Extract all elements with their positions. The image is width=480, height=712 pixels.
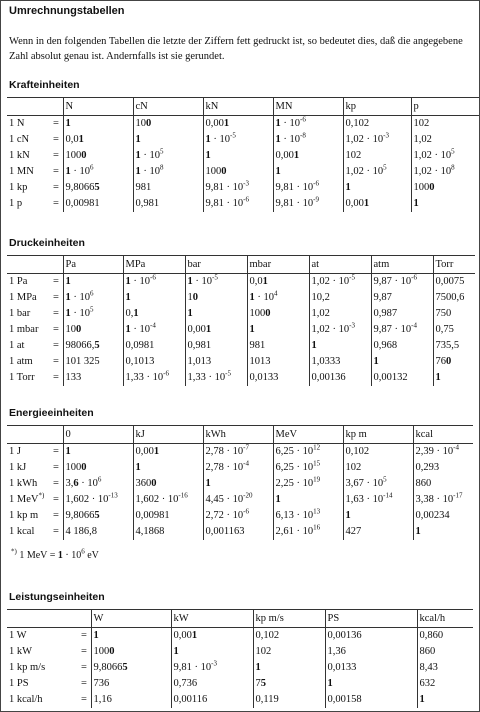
header-empty-cell: [7, 426, 51, 444]
equals-sign: =: [53, 118, 59, 129]
equals-sign: =: [53, 356, 59, 367]
value-cell: $1 \cdot 10^{-4}$: [123, 322, 185, 338]
value-cell: 9,80665: [63, 508, 133, 524]
row-unit-label: 1 at: [9, 340, 25, 351]
column-header: kp: [343, 98, 411, 116]
value-cell: 0,001: [273, 148, 343, 164]
value-cell: $1,602 \cdot 10^{-13}$: [63, 492, 133, 508]
equals-sign: =: [81, 646, 87, 657]
value-cell: $1 \cdot 10^{-5}$: [185, 274, 247, 291]
value-cell: 736: [91, 676, 171, 692]
value-cell: 102: [343, 148, 411, 164]
column-header: p: [411, 98, 479, 116]
column-header: mbar: [247, 256, 309, 274]
table-header-row: [7, 98, 479, 116]
value-cell: 1: [123, 290, 185, 306]
value-cell: 0,0133: [325, 660, 417, 676]
table-row: [7, 676, 473, 692]
equals-sign: =: [53, 308, 59, 319]
value-cell: 1,02: [411, 132, 479, 148]
value-cell: 0,987: [371, 306, 433, 322]
section-heading: Leistungseinheiten: [9, 591, 105, 603]
value-cell: 1: [309, 338, 371, 354]
row-unit-label: 1 kcal/h: [9, 694, 43, 705]
column-header: kN: [203, 98, 273, 116]
value-cell: 7500,6: [433, 290, 475, 306]
table-row: [7, 164, 479, 180]
equals-sign: =: [53, 150, 59, 161]
column-header: kp m: [343, 426, 413, 444]
value-cell: $9,87 \cdot 10^{-6}$: [371, 274, 433, 291]
header-empty-cell: [51, 98, 63, 116]
column-header: atm: [371, 256, 433, 274]
value-cell: 1000: [247, 306, 309, 322]
conversion-table: [7, 97, 479, 212]
value-cell: 0,00116: [171, 692, 253, 708]
header-empty-cell: [7, 610, 79, 628]
value-cell: $2,39 \cdot 10^{-4}$: [413, 444, 473, 461]
value-cell: 0,293: [413, 460, 473, 476]
value-cell: $2,72 \cdot 10^{-6}$: [203, 508, 273, 524]
value-cell: 1,0333: [309, 354, 371, 370]
equals-sign: =: [53, 182, 59, 193]
value-cell: $1,33 \cdot 10^{-6}$: [123, 370, 185, 386]
value-cell: $9,81 \cdot 10^{-6}$: [203, 196, 273, 212]
value-cell: 100: [63, 322, 123, 338]
row-unit-label: 1 kp: [9, 182, 28, 193]
value-cell: 1: [63, 116, 133, 133]
row-unit-label: 1 Torr: [9, 372, 35, 383]
value-cell: $2,25 \cdot 10^{19}$: [273, 476, 343, 492]
equals-sign: =: [53, 340, 59, 351]
table-row: [7, 370, 475, 386]
value-cell: 1: [203, 148, 273, 164]
value-cell: 9,80665: [91, 660, 171, 676]
table-header-row: [7, 426, 473, 444]
value-cell: 0,01: [247, 274, 309, 291]
row-unit-label: 1 MeV*): [9, 492, 45, 505]
value-cell: 1: [247, 322, 309, 338]
row-unit-label: 1 N: [9, 118, 25, 129]
row-unit-label: 1 kcal: [9, 526, 35, 537]
row-unit-label: 1 kJ: [9, 462, 27, 473]
value-cell: 102: [343, 460, 413, 476]
value-cell: $9,87 \cdot 10^{-4}$: [371, 322, 433, 338]
value-cell: 1,16: [91, 692, 171, 708]
value-cell: $9,81 \cdot 10^{-6}$: [273, 180, 343, 196]
table-row: [7, 196, 479, 212]
table-header-row: [7, 256, 475, 274]
table-row: [7, 460, 473, 476]
table-row: [7, 180, 479, 196]
column-header: bar: [185, 256, 247, 274]
value-cell: 10,2: [309, 290, 371, 306]
value-cell: $1,02 \cdot 10^5$: [411, 148, 479, 164]
value-cell: 0,001: [133, 444, 203, 461]
value-cell: $6,25 \cdot 10^{12}$: [273, 444, 343, 461]
value-cell: 0,01: [63, 132, 133, 148]
column-header: kW: [171, 610, 253, 628]
value-cell: $3,6 \cdot 10^6$: [63, 476, 133, 492]
row-unit-label: 1 bar: [9, 308, 31, 319]
value-cell: 0,00981: [63, 196, 133, 212]
table-row: [7, 132, 479, 148]
value-cell: 0,860: [417, 628, 473, 645]
value-cell: 1: [133, 132, 203, 148]
header-empty-cell: [7, 256, 51, 274]
row-unit-label: 1 Pa: [9, 276, 28, 287]
table-row: [7, 644, 473, 660]
equals-sign: =: [53, 198, 59, 209]
value-cell: 981: [133, 180, 203, 196]
value-cell: 102: [411, 116, 479, 133]
value-cell: 0,102: [253, 628, 325, 645]
value-cell: $1 \cdot 10^6$: [63, 164, 133, 180]
table-row: [7, 508, 473, 524]
value-cell: $1,602 \cdot 10^{-16}$: [133, 492, 203, 508]
table-row: [7, 660, 473, 676]
table-header-row: [7, 610, 473, 628]
table-row: [7, 354, 475, 370]
value-cell: 0,00981: [133, 508, 203, 524]
column-header: kp m/s: [253, 610, 325, 628]
value-cell: 0,981: [133, 196, 203, 212]
value-cell: 1: [253, 660, 325, 676]
value-cell: $1 \cdot 10^8$: [133, 164, 203, 180]
value-cell: 1: [417, 692, 473, 708]
value-cell: 0,001: [343, 196, 411, 212]
value-cell: $1,02 \cdot 10^{-3}$: [343, 132, 411, 148]
row-unit-label: 1 p: [9, 198, 23, 209]
value-cell: $1 \cdot 10^5$: [133, 148, 203, 164]
value-cell: 0,001: [171, 628, 253, 645]
value-cell: $1 \cdot 10^{-6}$: [273, 116, 343, 133]
value-cell: 1: [185, 306, 247, 322]
column-header: W: [91, 610, 171, 628]
value-cell: 0,102: [343, 444, 413, 461]
equals-sign: =: [53, 526, 59, 537]
conversion-table: [7, 609, 473, 708]
value-cell: $2,78 \cdot 10^{-4}$: [203, 460, 273, 476]
row-unit-label: 1 W: [9, 630, 27, 641]
table-row: [7, 476, 473, 492]
table-row: [7, 306, 475, 322]
value-cell: 1: [343, 508, 413, 524]
value-cell: 1: [133, 460, 203, 476]
row-unit-label: 1 MPa: [9, 292, 37, 303]
value-cell: 0,1013: [123, 354, 185, 370]
value-cell: 1000: [63, 460, 133, 476]
value-cell: $9,81 \cdot 10^{-3}$: [171, 660, 253, 676]
value-cell: $1 \cdot 10^{-8}$: [273, 132, 343, 148]
value-cell: $6,13 \cdot 10^{13}$: [273, 508, 343, 524]
section-heading: Energieeinheiten: [9, 407, 94, 419]
value-cell: $9,81 \cdot 10^{-3}$: [203, 180, 273, 196]
value-cell: 0,00132: [371, 370, 433, 386]
table-row: [7, 692, 473, 708]
value-cell: 1: [63, 444, 133, 461]
value-cell: 0,736: [171, 676, 253, 692]
header-empty-cell: [79, 610, 91, 628]
column-header: Pa: [63, 256, 123, 274]
column-header: N: [63, 98, 133, 116]
value-cell: 0,0075: [433, 274, 475, 291]
conversion-table: [7, 255, 475, 386]
equals-sign: =: [53, 372, 59, 383]
value-cell: 133: [63, 370, 123, 386]
value-cell: $1,02 \cdot 10^{-5}$: [309, 274, 371, 291]
value-cell: 0,001163: [203, 524, 273, 540]
table-row: [7, 290, 475, 306]
value-cell: 10: [185, 290, 247, 306]
value-cell: 9,80665: [63, 180, 133, 196]
value-cell: 1: [325, 676, 417, 692]
equals-sign: =: [53, 510, 59, 521]
value-cell: 1: [63, 274, 123, 291]
value-cell: 1: [171, 644, 253, 660]
table-row: [7, 492, 473, 508]
column-header: kWh: [203, 426, 273, 444]
value-cell: 632: [417, 676, 473, 692]
column-header: Torr: [433, 256, 475, 274]
value-cell: 75: [253, 676, 325, 692]
value-cell: 1: [371, 354, 433, 370]
value-cell: 1000: [63, 148, 133, 164]
value-cell: 0,968: [371, 338, 433, 354]
equals-sign: =: [81, 630, 87, 641]
value-cell: $9,81 \cdot 10^{-9}$: [273, 196, 343, 212]
row-unit-label: 1 kW: [9, 646, 33, 657]
equals-sign: =: [81, 694, 87, 705]
value-cell: 735,5: [433, 338, 475, 354]
value-cell: $1,02 \cdot 10^5$: [343, 164, 411, 180]
value-cell: 1: [411, 196, 479, 212]
equals-sign: =: [53, 462, 59, 473]
value-cell: $1 \cdot 10^5$: [63, 306, 123, 322]
column-header: MeV: [273, 426, 343, 444]
equals-sign: =: [81, 662, 87, 673]
footnote: *) 1 MeV = $1 \cdot 10^6$ eV: [11, 547, 99, 561]
value-cell: 1,02: [309, 306, 371, 322]
value-cell: 981: [247, 338, 309, 354]
row-unit-label: 1 atm: [9, 356, 33, 367]
row-unit-label: 1 cN: [9, 134, 30, 145]
value-cell: 102: [253, 644, 325, 660]
value-cell: 1000: [203, 164, 273, 180]
value-cell: 3600: [133, 476, 203, 492]
table-row: [7, 338, 475, 354]
value-cell: 4 186,8: [63, 524, 133, 540]
column-header: MPa: [123, 256, 185, 274]
value-cell: 0,00158: [325, 692, 417, 708]
value-cell: 0,00234: [413, 508, 473, 524]
table-row: [7, 116, 479, 133]
table-row: [7, 524, 473, 540]
value-cell: $2,78 \cdot 10^{-7}$: [203, 444, 273, 461]
table-row: [7, 274, 475, 291]
value-cell: $1 \cdot 10^4$: [247, 290, 309, 306]
value-cell: 860: [413, 476, 473, 492]
row-unit-label: 1 PS: [9, 678, 29, 689]
value-cell: $1 \cdot 10^6$: [63, 290, 123, 306]
value-cell: $3,38 \cdot 10^{-17}$: [413, 492, 473, 508]
row-unit-label: 1 J: [9, 446, 21, 457]
value-cell: 1: [343, 180, 411, 196]
table-row: [7, 444, 473, 461]
value-cell: 750: [433, 306, 475, 322]
value-cell: 4,1868: [133, 524, 203, 540]
row-unit-label: 1 kp m: [9, 510, 39, 521]
value-cell: $3,67 \cdot 10^5$: [343, 476, 413, 492]
equals-sign: =: [53, 166, 59, 177]
equals-sign: =: [53, 446, 59, 457]
value-cell: $1 \cdot 10^{-5}$: [203, 132, 273, 148]
value-cell: $1 \cdot 10^{-6}$: [123, 274, 185, 291]
value-cell: 0,001: [203, 116, 273, 133]
value-cell: 0,981: [185, 338, 247, 354]
header-empty-cell: [51, 426, 63, 444]
value-cell: 98066,5: [63, 338, 123, 354]
table-row: [7, 628, 473, 645]
section-heading: Druckeinheiten: [9, 237, 85, 249]
equals-sign: =: [53, 478, 59, 489]
value-cell: 101 325: [63, 354, 123, 370]
table-row: [7, 148, 479, 164]
equals-sign: =: [53, 494, 59, 505]
value-cell: 860: [417, 644, 473, 660]
value-cell: 0,0981: [123, 338, 185, 354]
conversion-table: [7, 425, 473, 540]
equals-sign: =: [53, 324, 59, 335]
value-cell: 1: [413, 524, 473, 540]
value-cell: 1: [273, 164, 343, 180]
value-cell: $1,63 \cdot 10^{-14}$: [343, 492, 413, 508]
value-cell: 0,75: [433, 322, 475, 338]
column-header: kcal/h: [417, 610, 473, 628]
column-header: kcal: [413, 426, 473, 444]
column-header: MN: [273, 98, 343, 116]
header-empty-cell: [51, 256, 63, 274]
header-empty-cell: [7, 98, 51, 116]
value-cell: 1: [273, 492, 343, 508]
row-unit-label: 1 kp m/s: [9, 662, 46, 673]
row-unit-label: 1 mbar: [9, 324, 39, 335]
value-cell: 0,00136: [325, 628, 417, 645]
value-cell: $6,25 \cdot 10^{15}$: [273, 460, 343, 476]
value-cell: $4,45 \cdot 10^{-20}$: [203, 492, 273, 508]
value-cell: $1,02 \cdot 10^8$: [411, 164, 479, 180]
value-cell: 1000: [91, 644, 171, 660]
column-header: 0: [63, 426, 133, 444]
equals-sign: =: [53, 276, 59, 287]
value-cell: $2,61 \cdot 10^{16}$: [273, 524, 343, 540]
row-unit-label: 1 kWh: [9, 478, 38, 489]
value-cell: 1013: [247, 354, 309, 370]
value-cell: 760: [433, 354, 475, 370]
column-header: kJ: [133, 426, 203, 444]
value-cell: 1000: [411, 180, 479, 196]
value-cell: 9,87: [371, 290, 433, 306]
table-row: [7, 322, 475, 338]
value-cell: 1: [203, 476, 273, 492]
value-cell: 1,36: [325, 644, 417, 660]
section-heading: Krafteinheiten: [9, 79, 80, 91]
value-cell: 0,0133: [247, 370, 309, 386]
value-cell: 100: [133, 116, 203, 133]
equals-sign: =: [53, 134, 59, 145]
value-cell: 0,102: [343, 116, 411, 133]
column-header: cN: [133, 98, 203, 116]
column-header: at: [309, 256, 371, 274]
page-title: Umrechnungstabellen: [9, 5, 125, 17]
row-unit-label: 1 MN: [9, 166, 34, 177]
value-cell: 0,1: [123, 306, 185, 322]
column-header: PS: [325, 610, 417, 628]
equals-sign: =: [81, 678, 87, 689]
value-cell: 0,119: [253, 692, 325, 708]
intro-text: Wenn in den folgenden Tabellen die letzte der Ziffern fett gedruckt ist, so bedeutet dies, daß die angegebene Zahl absolut genau ist. Andernfalls ist sie gerundet.: [9, 36, 463, 62]
value-cell: 1: [433, 370, 475, 386]
value-cell: 0,00136: [309, 370, 371, 386]
value-cell: 1: [91, 628, 171, 645]
equals-sign: =: [53, 292, 59, 303]
value-cell: 8,43: [417, 660, 473, 676]
value-cell: $1,02 \cdot 10^{-3}$: [309, 322, 371, 338]
value-cell: 427: [343, 524, 413, 540]
row-unit-label: 1 kN: [9, 150, 30, 161]
value-cell: 1,013: [185, 354, 247, 370]
value-cell: 0,001: [185, 322, 247, 338]
value-cell: $1,33 \cdot 10^{-5}$: [185, 370, 247, 386]
